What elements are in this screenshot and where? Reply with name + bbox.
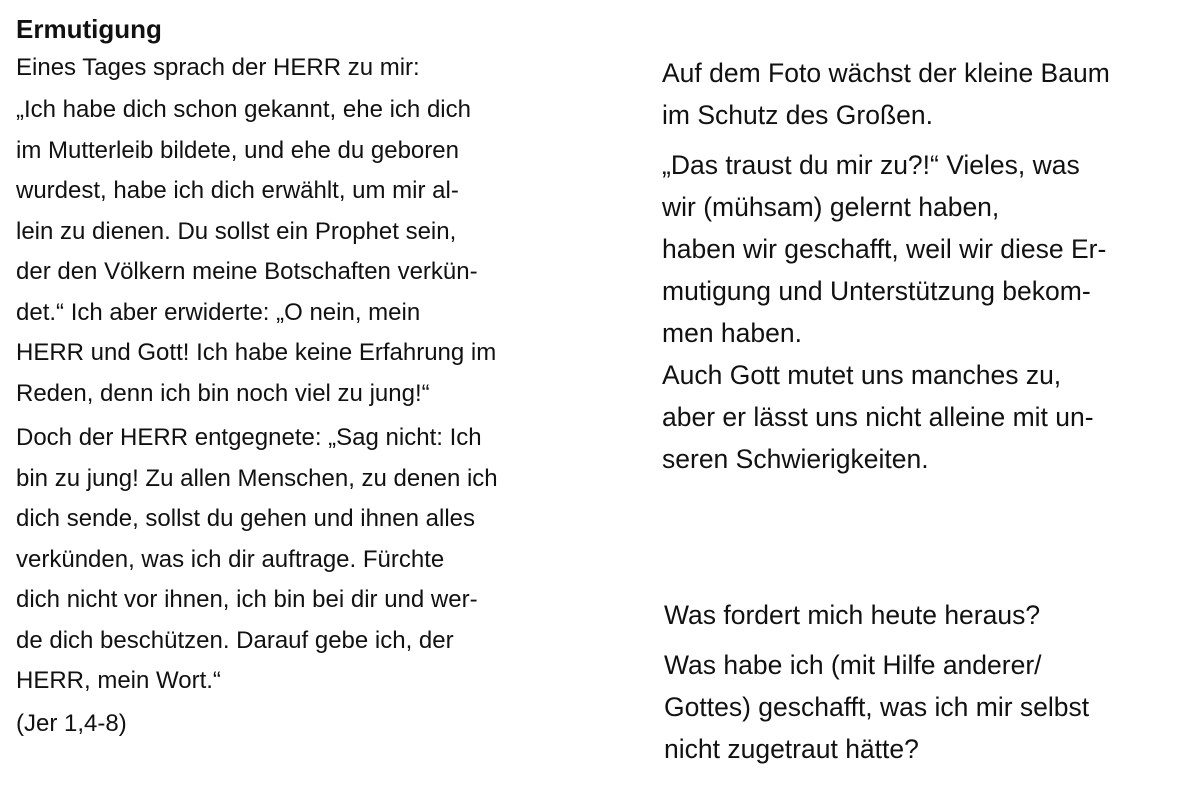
text-line: mutigung und Unterstützung bekom- xyxy=(662,276,1091,306)
text-line: dich nicht vor ihnen, ich bin bei dir und wer- xyxy=(16,586,478,613)
text-line: HERR und Gott! Ich habe keine Erfahrung im xyxy=(16,339,497,366)
right-column xyxy=(662,52,1192,488)
text-line: bin zu jung! Zu allen Menschen, zu denen ich xyxy=(16,464,498,492)
text-line: verkünden, was ich dir auftrage. Fürchte xyxy=(16,545,445,573)
text-line: Reden, denn ich bin noch viel zu jung!“ xyxy=(16,379,430,407)
question-2 xyxy=(664,644,1194,770)
bible-reference: (Jer 1,4-8) xyxy=(16,709,127,737)
bible-quote-paragraph-1 xyxy=(16,90,596,414)
text-line: „Das traust du mir zu?!“ Vieles, was xyxy=(662,150,1080,180)
text-line: seren Schwierigkeiten. xyxy=(662,444,929,474)
text-line: dich sende, sollst du gehen und ihnen alles xyxy=(16,505,475,532)
text-line: der den Völkern meine Botschaften verkün- xyxy=(16,258,478,285)
text-line: det.“ Ich aber erwiderte: „O nein, mein xyxy=(16,298,421,326)
text-line: lein zu dienen. Du sollst ein Prophet sein, xyxy=(16,217,457,245)
text-line: im Mutterleib bildete, und ehe du geboren xyxy=(16,136,459,164)
text-line: Auf dem Foto wächst der kleine Baum xyxy=(662,58,1110,88)
question-1: Was fordert mich heute heraus? xyxy=(664,600,1041,630)
text-line: Auch Gott mutet uns manches zu, xyxy=(662,360,1062,390)
text-line: Doch der HERR entgegnete: „Sag nicht: Ich xyxy=(16,424,482,451)
text-line: wir (mühsam) gelernt haben, xyxy=(662,192,1000,222)
text-line: nicht zugetraut hätte? xyxy=(664,734,919,764)
text-line: HERR, mein Wort.“ xyxy=(16,667,221,694)
photo-caption-paragraph xyxy=(662,52,1192,136)
reflection-paragraph xyxy=(662,144,1192,480)
text-line: de dich beschützen. Darauf gebe ich, der xyxy=(16,626,454,654)
text-line: Was habe ich (mit Hilfe anderer/ xyxy=(664,650,1042,680)
left-column xyxy=(16,12,596,742)
bible-quote-paragraph-2 xyxy=(16,418,596,702)
text-line: Gottes) geschafft, was ich mir selbst xyxy=(664,692,1090,722)
text-line: im Schutz des Großen. xyxy=(662,100,933,130)
text-line: aber er lässt uns nicht alleine mit un- xyxy=(662,402,1094,432)
text-line: „Ich habe dich schon gekannt, ehe ich dich xyxy=(16,96,471,123)
page-title: Ermutigung xyxy=(16,14,162,44)
questions-block xyxy=(664,594,1194,778)
text-line: wurdest, habe ich dich erwählt, um mir al- xyxy=(16,177,459,204)
text-line: haben wir geschafft, weil wir diese Er- xyxy=(662,234,1107,264)
intro-line: Eines Tages sprach der HERR zu mir: xyxy=(16,54,420,81)
text-line: men haben. xyxy=(662,318,802,348)
